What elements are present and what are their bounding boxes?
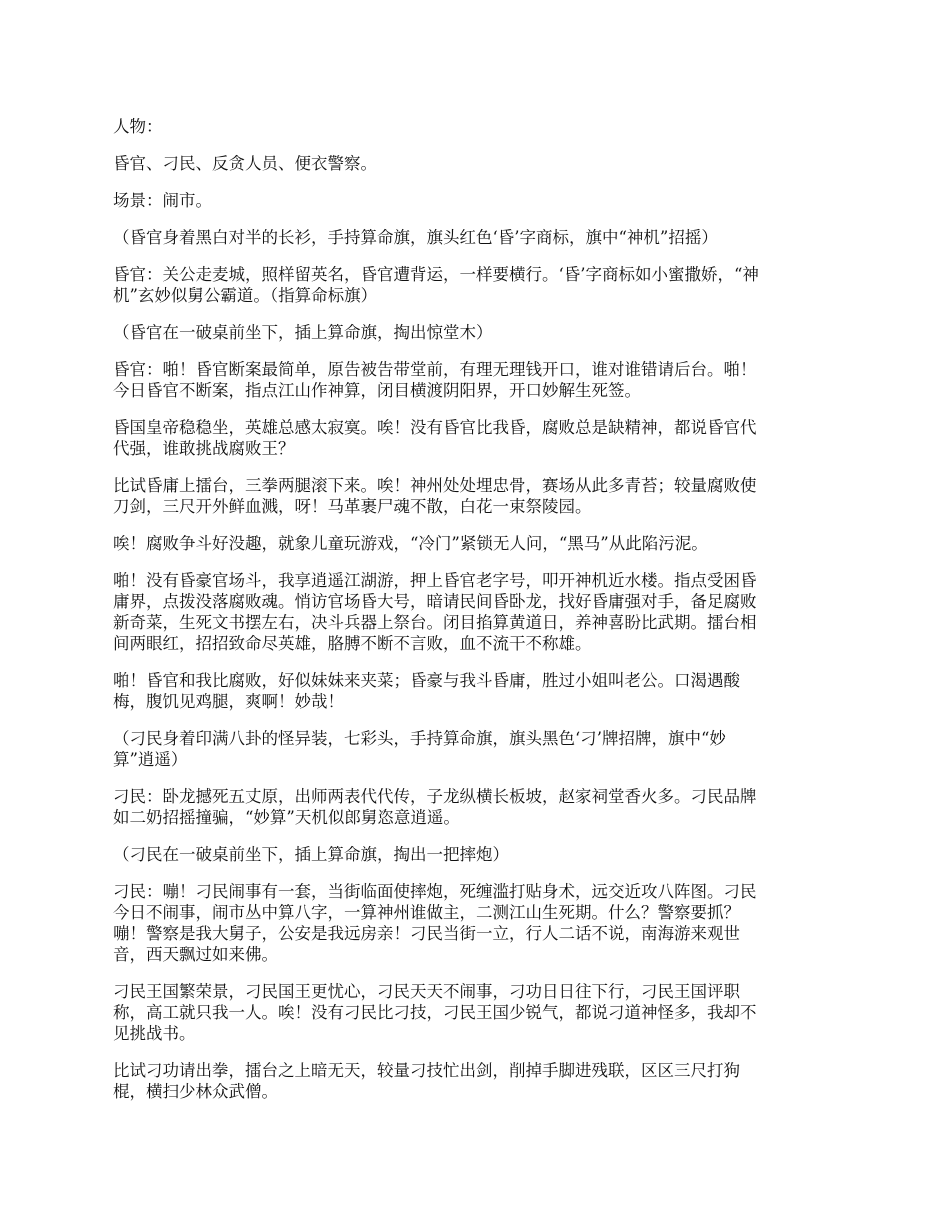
paragraph-dialogue: 啪！没有昏豪官场斗，我享逍遥江湖游，押上昏官老字号，叩开神机近水楼。指点受困昏 庸界，点拨没落腐败魂。悄访官场昏大号，暗请民间昏卧龙，找好昏庸强对手，备足腐败 新奇菜，生死文书摆左右，决斗兵器上祭台。闭目掐算黄道日，养神喜盼比武期。擂台相 间两眼红，招招致命尽英雄，胳膊不断不言败，血不流干不称雄。 (113, 571, 757, 653)
paragraph-dialogue: 刁民：嘣！刁民闹事有一套，当街临面使摔炮，死缠滥打贴身术，远交近攻八阵图。刁民 今日不闹事，闹市丛中算八字，一算神州谁做主，二测江山生死期。什么？警察要抓？ 嘣！警察是我大舅子，公安是我远房亲！刁民当街一立，行人二话不说，南海游来观世 音，西天飘过如来佛。 (113, 882, 757, 964)
paragraph-dialogue: 比试昏庸上擂台，三拳两腿滚下来。唉！神州处处埋忠骨，赛场从此多青苔；较量腐败使 刀剑，三尺开外鲜血溅，呀！马革裹尸魂不散，白花一束祭陵园。 (113, 476, 757, 516)
paragraph-dialogue: 昏国皇帝稳稳坐，英雄总感太寂寞。唉！没有昏官比我昏，腐败总是缺精神，都说昏官代 代强，谁敢挑战腐败王？ (113, 418, 757, 458)
paragraph-dialogue: 啪！昏官和我比腐败，好似妹妹来夹菜；昏豪与我斗昏庸，胜过小姐叫老公。口渴遇酸 梅，腹饥见鸡腿，爽啊！妙哉！ (113, 671, 740, 711)
paragraph-scene: 场景：闹市。 (113, 191, 212, 210)
paragraph-stage-direction: （刁民在一破桌前坐下，插上算命旗，掏出一把摔炮） (113, 845, 509, 864)
document-body (113, 116, 838, 1118)
paragraph-characters-heading: 人物： (113, 117, 163, 136)
paragraph-stage-direction: （刁民身着印满八卦的怪异装，七彩头，手持算命旗，旗头黑色‘刁’牌招牌，旗中“妙 算”逍遥） (113, 729, 726, 769)
paragraph-dialogue: 唉！腐败争斗好没趣，就象儿童玩游戏，“冷门”紧锁无人问，“黑马”从此陷污泥。 (113, 534, 708, 553)
paragraph-dialogue: 比试刁功请出拳，擂台之上暗无天，较量刁技忙出剑，削掉手脚进残联，区区三尺打狗 棍，横扫少林众武僧。 (113, 1061, 740, 1101)
paragraph-dialogue: 刁民王国繁荣景，刁民国王更忧心，刁民天天不闹事，刁功日日往下行，刁民王国评职 称，高工就只我一人。唉！没有刁民比刁技，刁民王国少锐气，都说刁道神怪多，我却不 见挑战书。 (113, 982, 757, 1043)
paragraph-stage-direction: （昏官在一破桌前坐下，插上算命旗，掏出惊堂木） (113, 323, 493, 342)
paragraph-dialogue: 昏官：啪！昏官断案最简单，原告被告带堂前，有理无理钱开口，谁对谁错请后台。啪！ 今日昏官不断案，指点江山作神算，闭目横渡阴阳界，开口妙解生死签。 (113, 360, 757, 400)
paragraph-characters-list: 昏官、刁民、反贪人员、便衣警察。 (113, 154, 377, 173)
paragraph-dialogue: 昏官：关公走麦城，照样留英名，昏官遭背运，一样要横行。‘昏’字商标如小蜜撒娇，“神 机”玄妙似舅公霸道。（指算命标旗） (113, 265, 759, 305)
paragraph-dialogue: 刁民：卧龙撼死五丈原，出师两表代代传，子龙纵横长板坡，赵家祠堂香火多。刁民品牌 如二奶招摇撞骗，“妙算”天机似郎舅恣意逍遥。 (113, 787, 757, 827)
paragraph-stage-direction: （昏官身着黑白对半的长衫，手持算命旗，旗头红色‘昏’字商标，旗中“神机”招摇） (113, 228, 718, 247)
